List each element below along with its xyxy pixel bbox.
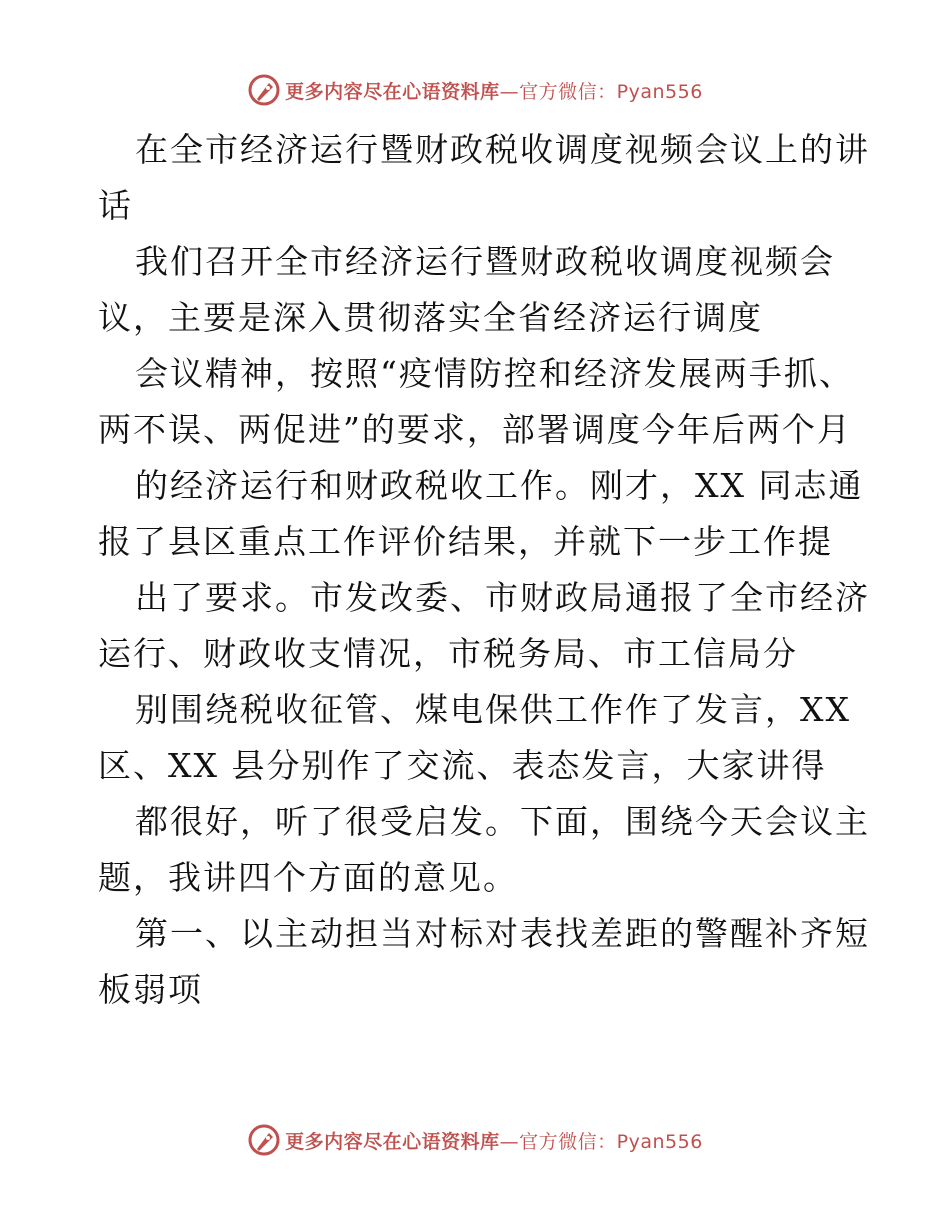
section-heading-line: 板弱项 bbox=[98, 970, 203, 1009]
document-title-line: 在全市经济运行暨财政税收调度视频会议上的讲 bbox=[135, 130, 870, 169]
body-line: 会议精神，按照“疫情防控和经济发展两手抓、 bbox=[135, 354, 854, 393]
header-banner bbox=[0, 70, 950, 110]
banner-title: 更多内容尽在心语资料库 bbox=[285, 1130, 500, 1153]
body-line: 别围绕税收征管、煤电保供工作作了发言，XX bbox=[135, 690, 851, 729]
banner-separator: — bbox=[499, 1130, 520, 1153]
banner-contact: 官方微信：Pyan556 bbox=[519, 80, 703, 103]
body-line: 报了县区重点工作评价结果，并就下一步工作提 bbox=[98, 522, 833, 561]
document-body bbox=[98, 122, 870, 1018]
body-line: 运行、财政收支情况，市税务局、市工信局分 bbox=[98, 634, 798, 673]
pen-nib-logo-icon bbox=[247, 1123, 281, 1157]
body-line: 都很好，听了很受启发。下面，围绕今天会议主 bbox=[135, 802, 870, 841]
body-line: 两不误、两促进”的要求，部署调度今年后两个月 bbox=[98, 410, 852, 449]
banner-separator: — bbox=[499, 80, 520, 103]
body-line: 出了要求。市发改委、市财政局通报了全市经济 bbox=[135, 578, 870, 617]
footer-banner bbox=[0, 1120, 950, 1160]
document-title-line: 话 bbox=[98, 186, 133, 225]
banner-text bbox=[285, 1127, 703, 1154]
body-line: 题，我讲四个方面的意见。 bbox=[98, 858, 518, 897]
section-heading-line: 第一、以主动担当对标对表找差距的警醒补齐短 bbox=[135, 914, 870, 953]
body-line: 区、XX 县分别作了交流、表态发言，大家讲得 bbox=[98, 746, 827, 785]
body-line: 议，主要是深入贯彻落实全省经济运行调度 bbox=[98, 298, 763, 337]
banner-contact: 官方微信：Pyan556 bbox=[519, 1130, 703, 1153]
pen-nib-logo-icon bbox=[247, 73, 281, 107]
body-line: 我们召开全市经济运行暨财政税收调度视频会 bbox=[135, 242, 835, 281]
banner-text bbox=[285, 77, 703, 104]
banner-title: 更多内容尽在心语资料库 bbox=[285, 80, 500, 103]
body-line: 的经济运行和财政税收工作。刚才，XX 同志通 bbox=[135, 466, 864, 505]
